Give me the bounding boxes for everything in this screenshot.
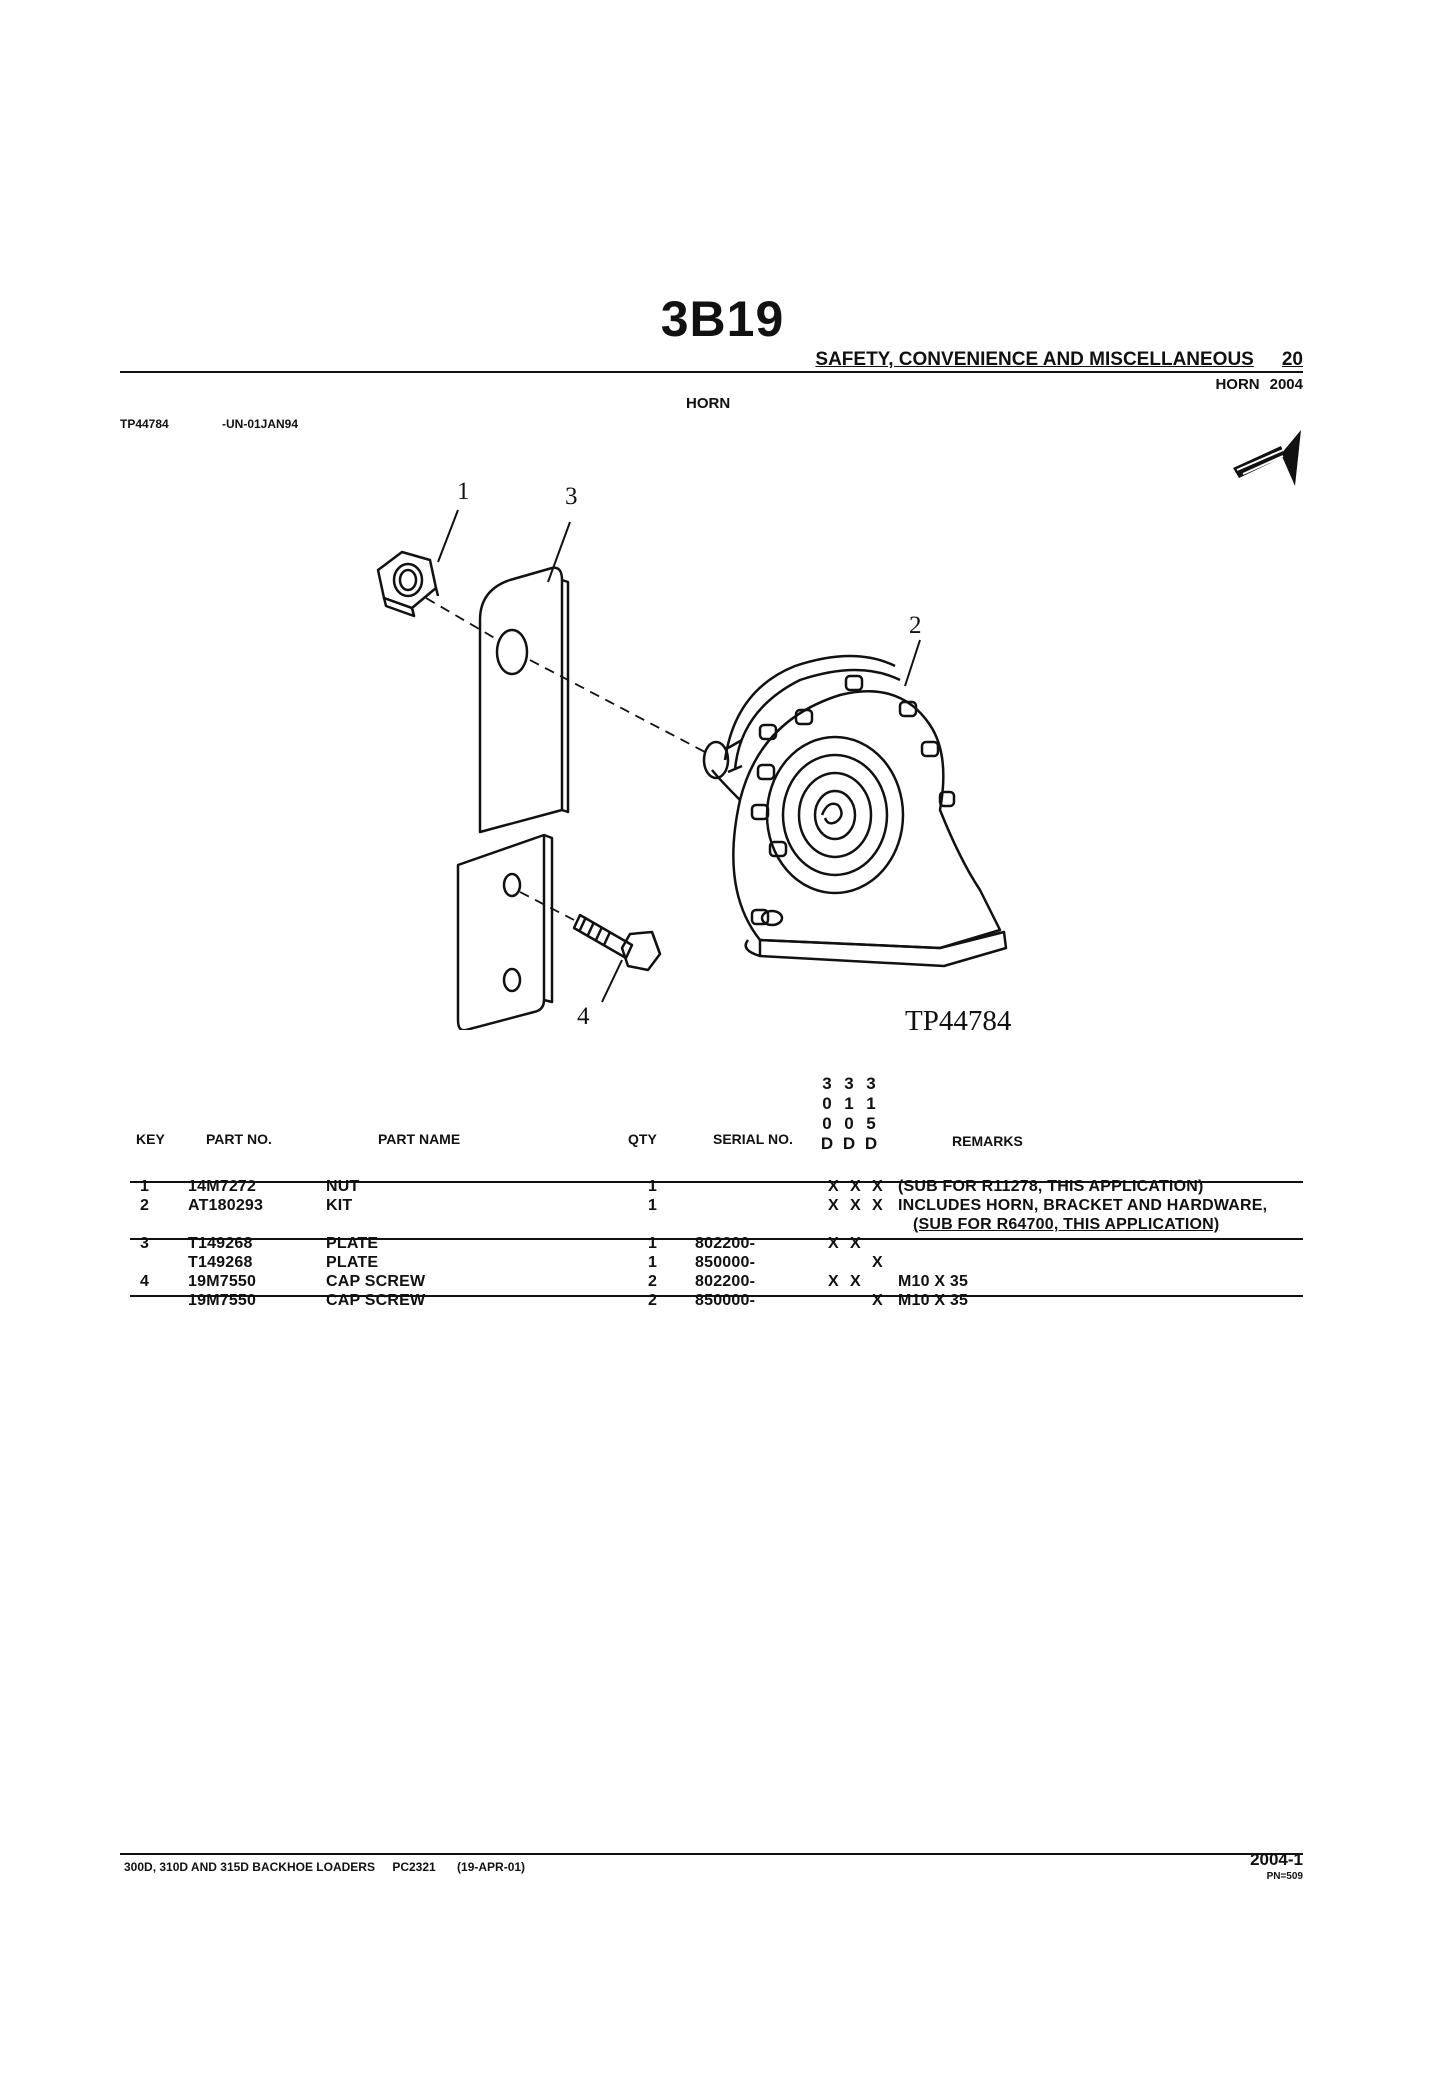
figure-title: HORN [686,395,731,412]
row-6-remarks: M10 X 35 [898,1292,969,1309]
model-col-315d-l3: 5 [866,1114,876,1133]
row-3-qty: 1 [648,1235,658,1252]
model-col-315d-l2: 1 [866,1094,876,1113]
row-5-m2: X [850,1273,861,1290]
model-col-300d-l4: D [820,1134,834,1153]
col-header-serial-no: SERIAL NO. [713,1131,793,1147]
row-2-m2: X [850,1197,861,1214]
row-5-key: 4 [140,1273,150,1290]
subsection-title-text: HORN [1215,376,1260,393]
col-header-qty: QTY [628,1131,657,1147]
col-header-part-name: PART NAME [378,1131,461,1147]
horn-part [704,656,1006,966]
horn-exploded-diagram [340,470,1080,1030]
col-header-part-no: PART NO. [206,1131,272,1147]
section-number: 20 [1281,349,1303,370]
row-5-serial: 802200- [695,1273,756,1290]
subsection-number: 2004 [1269,376,1303,393]
row-1-key: 1 [140,1178,150,1195]
row-6-qty: 2 [648,1292,658,1309]
model-col-310d [840,1074,858,1154]
row-4-m3: X [872,1254,883,1271]
model-col-310d-l1: 3 [844,1074,854,1093]
row-1-part-name: NUT [326,1178,360,1195]
row-3-part-no: T149268 [188,1235,253,1252]
row-5-part-name: CAP SCREW [326,1273,426,1290]
model-col-300d-l3: 0 [822,1114,832,1133]
row-4-serial: 850000- [695,1254,756,1271]
section-title-text: SAFETY, CONVENIENCE AND MISCELLANEOUS [815,349,1254,370]
row-2-m3: X [872,1197,883,1214]
row-3-m1: X [828,1235,839,1252]
col-header-remarks: REMARKS [952,1133,1023,1149]
row-3-key: 3 [140,1235,150,1252]
row-4-part-name: PLATE [326,1254,379,1271]
row-2-m1: X [828,1197,839,1214]
model-col-310d-l2: 1 [844,1094,854,1113]
page-code: 3B19 [660,291,785,347]
footer-page-number: 2004-1 [1250,1850,1303,1869]
row-3-part-name: PLATE [326,1235,379,1252]
section-title [815,349,1303,371]
row-1-m2: X [850,1178,861,1195]
footer-date: (19-APR-01) [457,1860,526,1874]
row-6-m3: X [872,1292,883,1309]
subsection-title [1215,376,1303,393]
row-1-part-no: 14M7272 [188,1178,257,1195]
model-col-300d-l2: 0 [822,1094,832,1113]
row-5-qty: 2 [648,1273,658,1290]
callout-4: 4 [577,1003,590,1030]
col-header-key: KEY [136,1131,165,1147]
callout-2: 2 [909,612,922,639]
callout-1: 1 [457,478,470,505]
row-5-remarks: M10 X 35 [898,1273,969,1290]
figure-ref-date: -UN-01JAN94 [222,417,299,431]
page-arrow-icon [1225,428,1305,488]
row-3-m2: X [850,1235,861,1252]
row-3-serial: 802200- [695,1235,756,1252]
row-1-qty: 1 [648,1178,658,1195]
nut-part [378,552,438,616]
footer-rule [120,1853,1303,1855]
row-2-qty: 1 [648,1197,658,1214]
model-col-315d [862,1074,880,1154]
assembly-lines [426,598,705,920]
row-1-m1: X [828,1178,839,1195]
row-5-m1: X [828,1273,839,1290]
figure-ref-id: TP44784 [120,417,169,431]
header-rule [120,371,1303,373]
row-6-part-no: 19M7550 [188,1292,257,1309]
model-col-310d-l4: D [842,1134,856,1153]
footer-pn: PN=509 [1266,1871,1303,1882]
row-2-part-name: KIT [326,1197,353,1214]
row-1-remarks: (SUB FOR R11278, THIS APPLICATION) [898,1178,1204,1195]
row-5-part-no: 19M7550 [188,1273,257,1290]
model-col-315d-l1: 3 [866,1074,876,1093]
row-2-key: 2 [140,1197,150,1214]
model-col-315d-l4: D [864,1134,878,1153]
footer-catalog: PC2321 [392,1860,436,1874]
figure-label: TP44784 [905,1005,1012,1037]
footer-models [124,1860,525,1874]
plate-part [458,568,568,1030]
row-6-serial: 850000- [695,1292,756,1309]
footer-models-text: 300D, 310D AND 315D BACKHOE LOADERS [124,1860,375,1874]
model-col-300d-l1: 3 [822,1074,832,1093]
model-col-310d-l3: 0 [844,1114,854,1133]
cap-screw-part [574,915,660,970]
callout-3: 3 [565,483,578,510]
row-4-part-no: T149268 [188,1254,253,1271]
row-2-remarks-2: (SUB FOR R64700, THIS APPLICATION) [913,1216,1220,1233]
model-col-300d [818,1074,836,1154]
row-4-qty: 1 [648,1254,658,1271]
row-2-remarks: INCLUDES HORN, BRACKET AND HARDWARE, [898,1197,1268,1214]
row-6-part-name: CAP SCREW [326,1292,426,1309]
row-2-part-no: AT180293 [188,1197,264,1214]
row-1-m3: X [872,1178,883,1195]
